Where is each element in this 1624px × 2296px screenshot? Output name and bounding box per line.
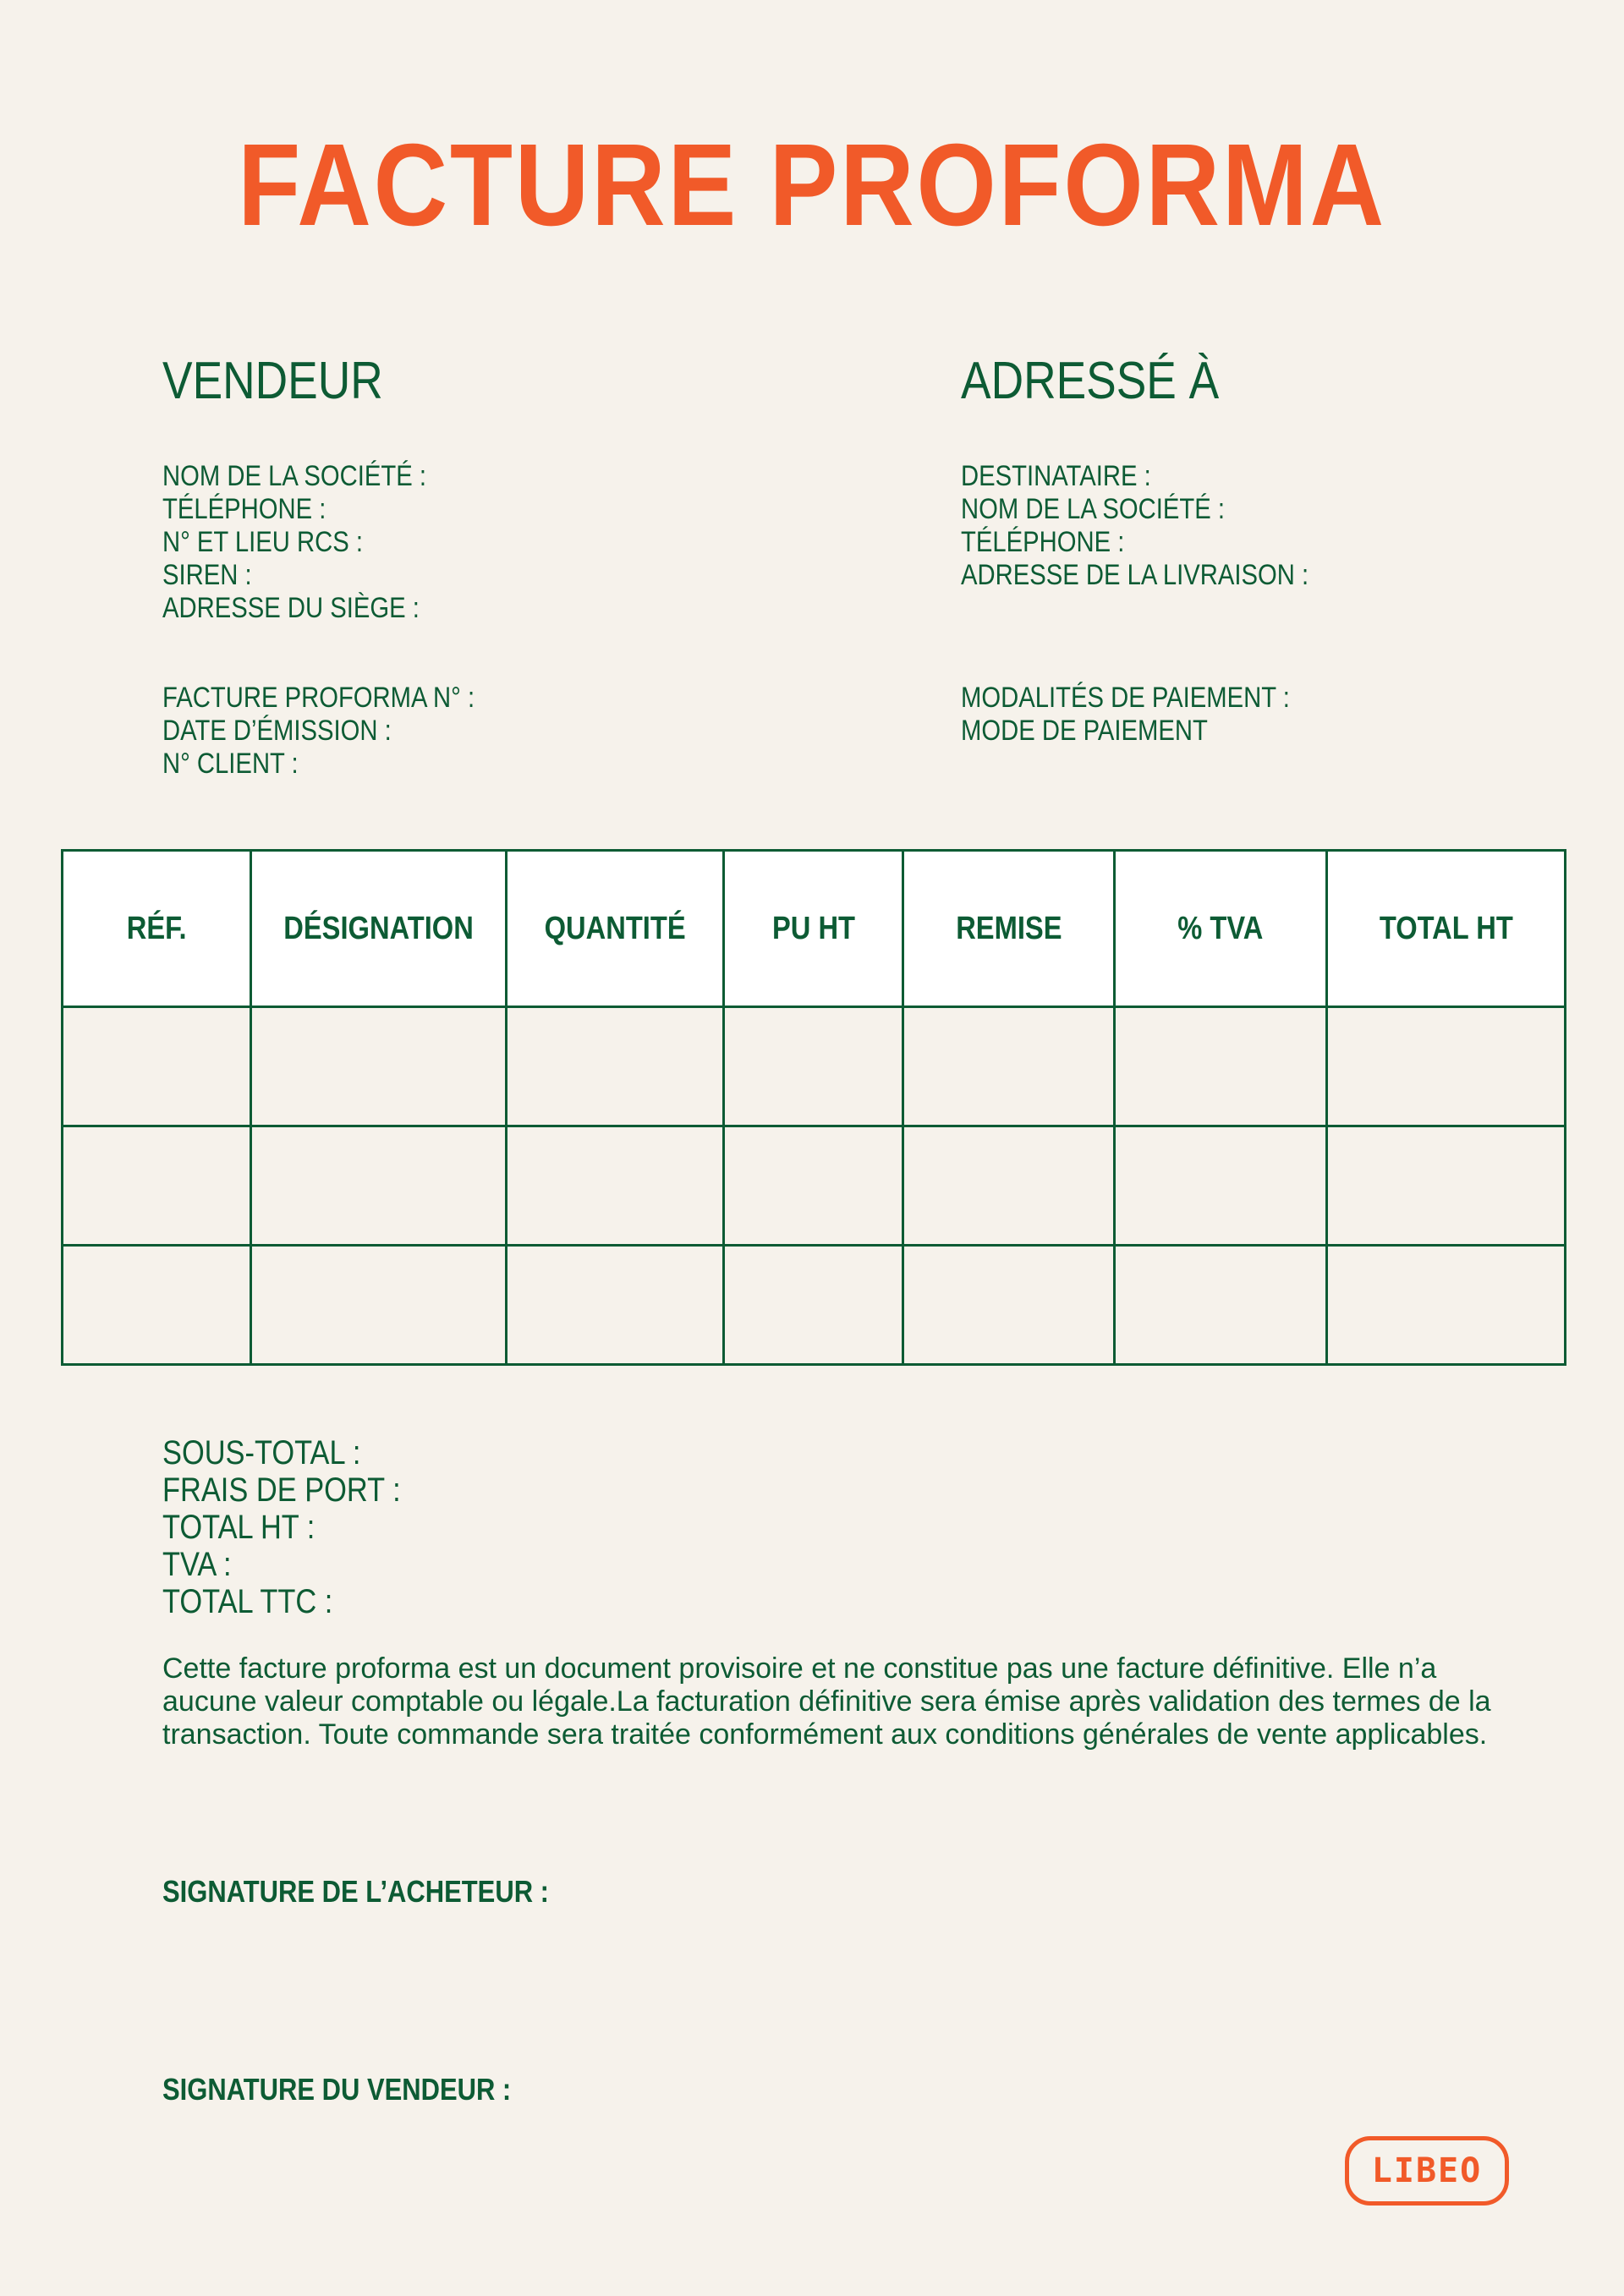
payment-info-field: MODALITÉS DE PAIEMENT : (961, 682, 1290, 714)
recipient-field: TÉLÉPHONE : (961, 526, 1125, 558)
invoice-info-fields (162, 682, 525, 781)
seller-field: ADRESSE DU SIÈGE : (162, 592, 420, 624)
seller-signature-label: SIGNATURE DU VENDEUR : (162, 2072, 512, 2107)
recipient-section (961, 352, 1365, 592)
table-cell[interactable] (63, 1246, 251, 1365)
totals-item-shipping: FRAIS DE PORT : (162, 1471, 401, 1509)
table-cell[interactable] (1115, 1246, 1327, 1365)
recipient-field: ADRESSE DE LA LIVRAISON : (961, 559, 1309, 591)
table-cell[interactable] (1327, 1126, 1566, 1246)
totals-item-subtotal: SOUS-TOTAL : (162, 1434, 361, 1471)
recipient-field: DESTINATAIRE : (961, 460, 1151, 492)
table-cell[interactable] (724, 1126, 903, 1246)
table-cell[interactable] (507, 1246, 724, 1365)
totals-item-vat: TVA : (162, 1546, 232, 1583)
table-cell[interactable] (63, 1126, 251, 1246)
seller-field: N° ET LIEU RCS : (162, 526, 364, 558)
totals-item-total-ht: TOTAL HT : (162, 1509, 315, 1546)
column-header-vat-rate: % TVA (1115, 851, 1327, 1007)
table-cell[interactable] (903, 1246, 1115, 1365)
invoice-info-field: N° CLIENT : (162, 748, 299, 780)
recipient-field: NOM DE LA SOCIÉTÉ : (961, 493, 1225, 525)
libeo-logo (1345, 2136, 1509, 2206)
column-header-total-ht: TOTAL HT (1327, 851, 1566, 1007)
column-header-quantity: QUANTITÉ (507, 851, 724, 1007)
table-cell[interactable] (724, 1007, 903, 1126)
seller-section (162, 352, 469, 625)
table-cell[interactable] (1115, 1126, 1327, 1246)
table-row (63, 1007, 1566, 1126)
payment-info-fields (961, 682, 1343, 748)
table-header-row (63, 851, 1566, 1007)
table-cell[interactable] (63, 1007, 251, 1126)
table-cell[interactable] (1327, 1246, 1566, 1365)
column-header-ref: RÉF. (63, 851, 251, 1007)
column-header-designation: DÉSIGNATION (251, 851, 507, 1007)
table-cell[interactable] (507, 1126, 724, 1246)
seller-field: SIREN : (162, 559, 252, 591)
seller-fields (162, 460, 469, 625)
table-cell[interactable] (1115, 1007, 1327, 1126)
buyer-signature-label: SIGNATURE DE L’ACHETEUR : (162, 1874, 549, 1909)
invoice-info-field: DATE D’ÉMISSION : (162, 715, 392, 747)
table-cell[interactable] (903, 1007, 1115, 1126)
items-table (61, 849, 1566, 1366)
table-cell[interactable] (507, 1007, 724, 1126)
invoice-info-field: FACTURE PROFORMA N° : (162, 682, 475, 714)
legal-notice: Cette facture proforma est un document provisoire et ne constitue pas une facture définitive. Elle n’a aucune valeur comptable ou légale.La facturation définitive sera émise après validation des termes de la transaction. Toute commande sera traitée conformément aux conditions générales de vente applicables. (162, 1652, 1491, 1751)
logo-text: LIBEO (1371, 2151, 1483, 2190)
table-cell[interactable] (1327, 1007, 1566, 1126)
table-row (63, 1126, 1566, 1246)
seller-field: NOM DE LA SOCIÉTÉ : (162, 460, 426, 492)
recipient-heading: ADRESSÉ À (961, 352, 1220, 410)
totals-list (162, 1434, 439, 1620)
table-cell[interactable] (724, 1246, 903, 1365)
table-cell[interactable] (903, 1126, 1115, 1246)
document-title: FACTURE PROFORMA (238, 120, 1386, 250)
totals-item-total-ttc: TOTAL TTC : (162, 1583, 333, 1620)
table-cell[interactable] (251, 1007, 507, 1126)
recipient-fields (961, 460, 1365, 592)
seller-heading: VENDEUR (162, 352, 383, 410)
column-header-unit-price: PU HT (724, 851, 903, 1007)
payment-info-field: MODE DE PAIEMENT (961, 715, 1208, 747)
table-row (63, 1246, 1566, 1365)
seller-field: TÉLÉPHONE : (162, 493, 326, 525)
table-cell[interactable] (251, 1246, 507, 1365)
table-cell[interactable] (251, 1126, 507, 1246)
column-header-discount: REMISE (903, 851, 1115, 1007)
